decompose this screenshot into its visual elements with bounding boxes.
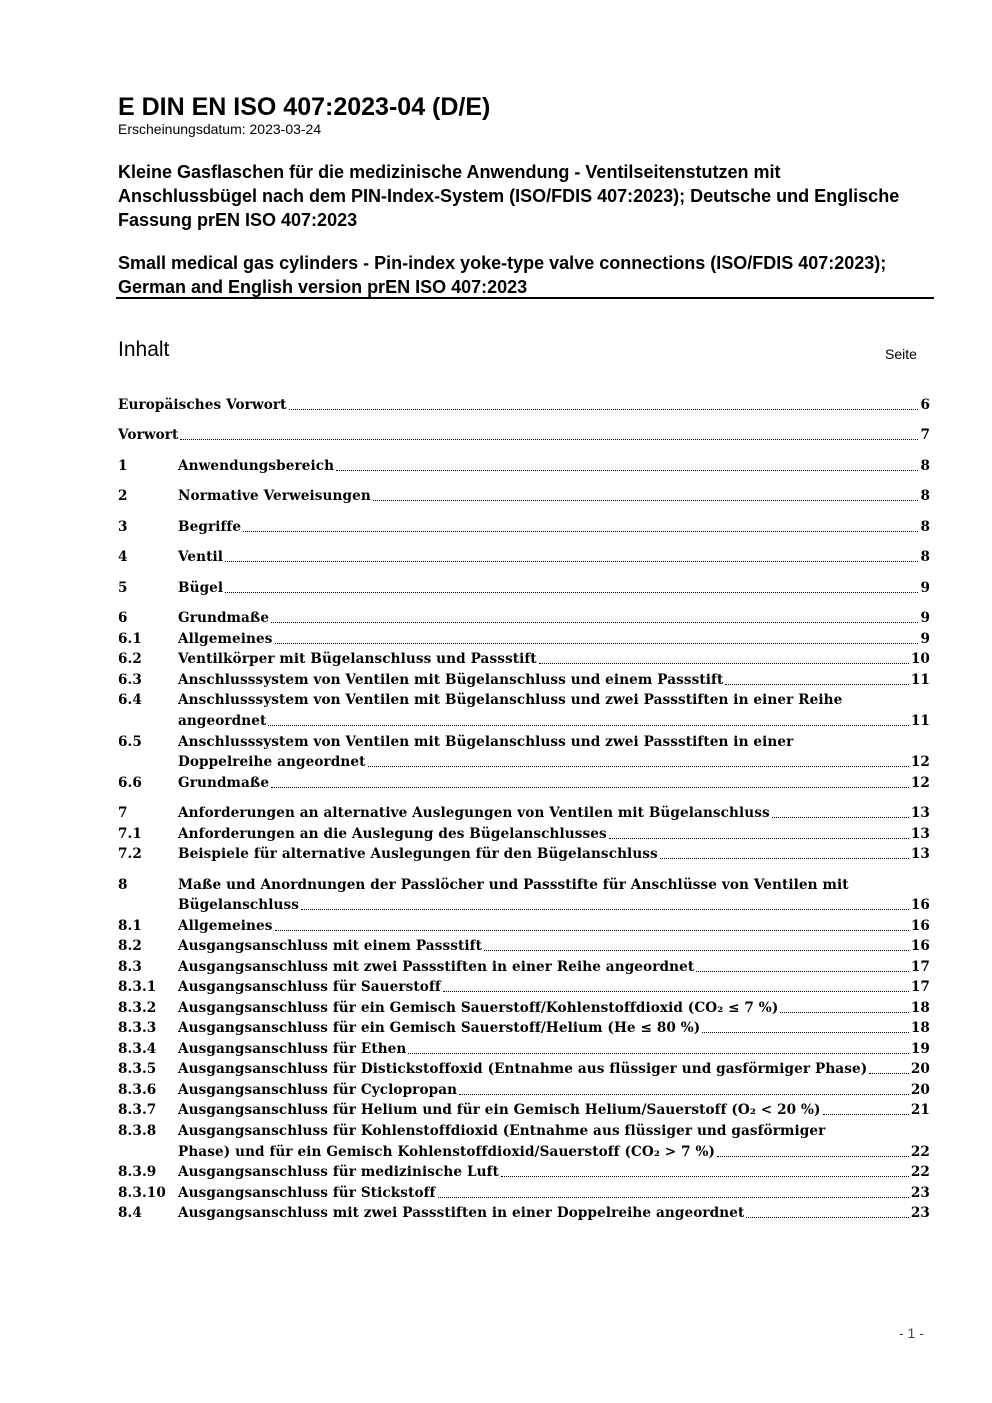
toc-entry-number: 1 [118,458,128,474]
toc-entry[interactable] [118,1203,930,1223]
toc-entry-number: 6.5 [118,734,142,750]
toc-entry[interactable] [118,1059,930,1079]
toc-dot-leader [717,1156,909,1157]
toc-entry-page: 11 [910,713,930,729]
toc-entry[interactable] [118,844,930,864]
toc-entry-page: 16 [910,918,930,934]
toc-entry-label: Anforderungen an die Auslegung des Bügelanschlusses [178,826,607,842]
toc-dot-leader [225,561,918,562]
toc-entry-label: Ausgangsanschluss für ein Gemisch Sauerstoff/Kohlenstoffdioxid (CO₂ ≤ 7 %) [178,1000,779,1016]
toc-entry[interactable] [118,425,930,445]
toc-dot-leader [725,684,909,685]
toc-entry[interactable] [118,456,930,476]
toc-entry-label: Bügel [178,580,224,596]
toc-dot-leader [702,1032,909,1033]
toc-entry-label: Ausgangsanschluss für medizinische Luft [178,1164,499,1180]
toc-entry-page: 8 [920,519,930,535]
toc-entry[interactable] [118,977,930,997]
toc-entry-label: Ausgangsanschluss für Sauerstoff [178,979,441,995]
toc-entry[interactable] [118,649,930,669]
toc-dot-leader [869,1073,909,1074]
toc-entry-page: 19 [910,1041,930,1057]
toc-entry-label: Ventilkörper mit Bügelanschluss und Passstift [178,651,537,667]
toc-entry[interactable] [118,1100,930,1120]
toc-entry-label: Anschlusssystem von Ventilen mit Bügelanschluss und einem Passstift [178,672,724,688]
toc-entry-page: 23 [910,1185,930,1201]
toc-entry-number: 6.6 [118,775,142,791]
toc-dot-leader [772,817,909,818]
toc-entry-label: Europäisches Vorwort [118,397,287,413]
toc-dot-leader [696,971,909,972]
toc-entry-number: 8.3.7 [118,1102,157,1118]
toc-dot-leader [443,991,909,992]
toc-dot-leader [823,1114,909,1115]
toc-entry[interactable] [118,957,930,977]
toc-entry-page: 20 [910,1082,930,1098]
toc-entry-number: 8.3.4 [118,1041,157,1057]
toc-entry[interactable] [118,1080,930,1100]
publication-date: Erscheinungsdatum: 2023-03-24 [118,121,322,137]
toc-entry[interactable] [118,1162,930,1182]
toc-entry[interactable] [118,916,930,936]
toc-entry-number: 2 [118,488,128,504]
toc-entry-label: Anwendungsbereich [178,458,335,474]
toc-entry-number: 7.1 [118,826,142,842]
toc-dot-leader [301,909,909,910]
toc-entry-number: 8.3.1 [118,979,157,995]
toc-entry-page: 8 [920,488,930,504]
toc-dot-leader [243,531,918,532]
toc-entry-number: 6.2 [118,651,142,667]
toc-entry[interactable] [118,629,930,649]
toc-page-column-label: Seite [885,346,917,362]
toc-entry-label: Ausgangsanschluss für Helium und für ein Gemisch Helium/Sauerstoff (O₂ < 20 %) [178,1102,821,1118]
toc-entry-number: 8.3.2 [118,1000,157,1016]
toc-entry[interactable] [118,752,930,772]
toc-dot-leader [336,470,918,471]
toc-entry-label: Allgemeines [178,918,273,934]
toc-entry-number: 8.3 [118,959,142,975]
toc-entry[interactable] [118,875,930,895]
toc-entry-number: 7 [118,805,128,821]
toc-dot-leader [746,1217,909,1218]
toc-dot-leader [539,663,909,664]
toc-entry-number: 6.1 [118,631,142,647]
toc-dot-leader [501,1176,909,1177]
toc-dot-leader [271,622,918,623]
toc-entry[interactable] [118,547,930,567]
toc-entry[interactable] [118,1183,930,1203]
toc-entry-number: 8.2 [118,938,142,954]
title-divider [116,297,934,299]
toc-entry[interactable] [118,1121,930,1141]
toc-entry[interactable] [118,578,930,598]
toc-entry-page: 16 [910,938,930,954]
toc-entry-number: 8.3.6 [118,1082,157,1098]
toc-dot-leader [271,787,909,788]
toc-entry-label: Vorwort [118,427,179,443]
toc-entry-label: Ausgangsanschluss für Ethen [178,1041,407,1057]
toc-entry-page: 9 [920,610,930,626]
toc-entry-label: Anschlusssystem von Ventilen mit Bügelanschluss und zwei Passstiften in einer [178,734,794,750]
toc-entry-page: 22 [910,1144,930,1160]
toc-dot-leader [660,858,909,859]
toc-entry[interactable] [118,395,930,415]
toc-entry-number: 8.3.5 [118,1061,157,1077]
toc-dot-leader [275,930,909,931]
toc-entry-label: Allgemeines [178,631,273,647]
toc-entry[interactable] [118,1018,930,1038]
toc-entry-number: 8.3.8 [118,1123,157,1139]
toc-entry[interactable] [118,824,930,844]
toc-entry-number: 8.3.10 [118,1185,166,1201]
toc-entry-number: 8.1 [118,918,142,934]
toc-entry-label: Maße und Anordnungen der Passlöcher und Passstifte für Anschlüsse von Ventilen mit [178,877,849,893]
toc-entry-label: Normative Verweisungen [178,488,371,504]
document-title: E DIN EN ISO 407:2023-04 (D/E) [118,93,491,121]
toc-entry[interactable] [118,895,930,915]
toc-entry-label: Anschlusssystem von Ventilen mit Bügelanschluss und zwei Passstiften in einer Reihe [178,692,843,708]
toc-entry-page: 8 [920,549,930,565]
toc-entry-page: 17 [910,959,930,975]
toc-entry-number: 8 [118,877,128,893]
toc-entry-number: 4 [118,549,128,565]
toc-entry-page: 12 [910,775,930,791]
toc-entry-label: Doppelreihe angeordnet [178,754,366,770]
toc-entry-page: 18 [910,1020,930,1036]
toc-entry-label: Ausgangsanschluss mit zwei Passstiften in einer Reihe angeordnet [178,959,695,975]
toc-entry[interactable] [118,517,930,537]
toc-entry-label: Bügelanschluss [178,897,299,913]
toc-dot-leader [289,409,919,410]
toc-entry-label: Ausgangsanschluss für Kohlenstoffdioxid (Entnahme aus flüssiger und gasförmiger [178,1123,826,1139]
toc-entry[interactable] [118,1142,930,1162]
toc-entry-page: 13 [910,805,930,821]
toc-entry-page: 16 [910,897,930,913]
toc-entry-number: 6.4 [118,692,142,708]
toc-dot-leader [438,1197,909,1198]
toc-entry-page: 20 [910,1061,930,1077]
toc-entry-label: angeordnet [178,713,267,729]
toc-entry-page: 9 [920,631,930,647]
toc-dot-leader [368,766,909,767]
toc-dot-leader [408,1053,908,1054]
toc-dot-leader [225,592,918,593]
toc-entry[interactable] [118,670,930,690]
toc-entry-label: Ausgangsanschluss mit einem Passstift [178,938,482,954]
toc-entry-number: 3 [118,519,128,535]
toc-heading: Inhalt [118,338,170,361]
toc-entry[interactable] [118,773,930,793]
toc-entry-page: 6 [920,397,930,413]
toc-entry-label: Phase) und für ein Gemisch Kohlenstoffdioxid/Sauerstoff (CO₂ > 7 %) [178,1144,716,1160]
toc-entry-page: 17 [910,979,930,995]
toc-entry[interactable] [118,608,930,628]
toc-dot-leader [459,1094,909,1095]
toc-dot-leader [373,500,919,501]
toc-entry[interactable] [118,486,930,506]
toc-entry-label: Ausgangsanschluss für Distickstoffoxid (Entnahme aus flüssiger und gasförmiger Phase) [178,1061,868,1077]
toc-dot-leader [180,439,918,440]
toc-entry-page: 12 [910,754,930,770]
toc-entry[interactable] [118,998,930,1018]
toc-entry-label: Beispiele für alternative Auslegungen für den Bügelanschluss [178,846,658,862]
toc-entry[interactable] [118,732,930,752]
toc-entry-page: 23 [910,1205,930,1221]
toc-entry[interactable] [118,803,930,823]
toc-entry-page: 21 [910,1102,930,1118]
toc-dot-leader [780,1012,909,1013]
toc-entry-label: Begriffe [178,519,242,535]
toc-entry-label: Ausgangsanschluss mit zwei Passstiften in einer Doppelreihe angeordnet [178,1205,745,1221]
toc-entry-page: 7 [920,427,930,443]
toc-entry-page: 8 [920,458,930,474]
toc-entry-number: 7.2 [118,846,142,862]
toc-entry-label: Anforderungen an alternative Auslegungen von Ventilen mit Bügelanschluss [178,805,770,821]
toc-entry-label: Ausgangsanschluss für Stickstoff [178,1185,436,1201]
toc-dot-leader [275,643,919,644]
toc-entry-page: 11 [910,672,930,688]
toc-entry-number: 8.3.3 [118,1020,157,1036]
toc-entry-page: 13 [910,826,930,842]
toc-entry-number: 8.3.9 [118,1164,157,1180]
toc-entry-label: Ausgangsanschluss für ein Gemisch Sauerstoff/Helium (He ≤ 80 %) [178,1020,701,1036]
toc-entry-label: Grundmaße [178,610,270,626]
toc-entry-page: 9 [920,580,930,596]
toc-entry-page: 13 [910,846,930,862]
toc-entry[interactable] [118,1039,930,1059]
title-german: Kleine Gasflaschen für die medizinische Anwendung - Ventilseitenstutzen mit Anschlussbügel nach dem PIN-Index-System (ISO/FDIS 407:2023); Deutsche und Englische Fassung prEN ISO 407:2023 [118,162,900,230]
toc-entry-number: 5 [118,580,128,596]
toc-entry-page: 22 [910,1164,930,1180]
toc-entry-number: 8.4 [118,1205,142,1221]
toc-entry[interactable] [118,690,930,710]
toc-entry-page: 18 [910,1000,930,1016]
toc-entry[interactable] [118,936,930,956]
page-number: - 1 - [899,1325,924,1341]
toc-entry[interactable] [118,711,930,731]
toc-entry-number: 6 [118,610,128,626]
toc-dot-leader [268,725,908,726]
title-english: Small medical gas cylinders - Pin-index yoke-type valve connections (ISO/FDIS 407:2023); German and English version prEN ISO 407:2023 [118,253,887,297]
toc-entry-page: 10 [910,651,930,667]
toc-entry-label: Ventil [178,549,224,565]
toc-dot-leader [609,838,909,839]
toc-dot-leader [484,950,909,951]
toc-entry-label: Grundmaße [178,775,270,791]
toc-entry-number: 6.3 [118,672,142,688]
toc-entry-label: Ausgangsanschluss für Cyclopropan [178,1082,458,1098]
